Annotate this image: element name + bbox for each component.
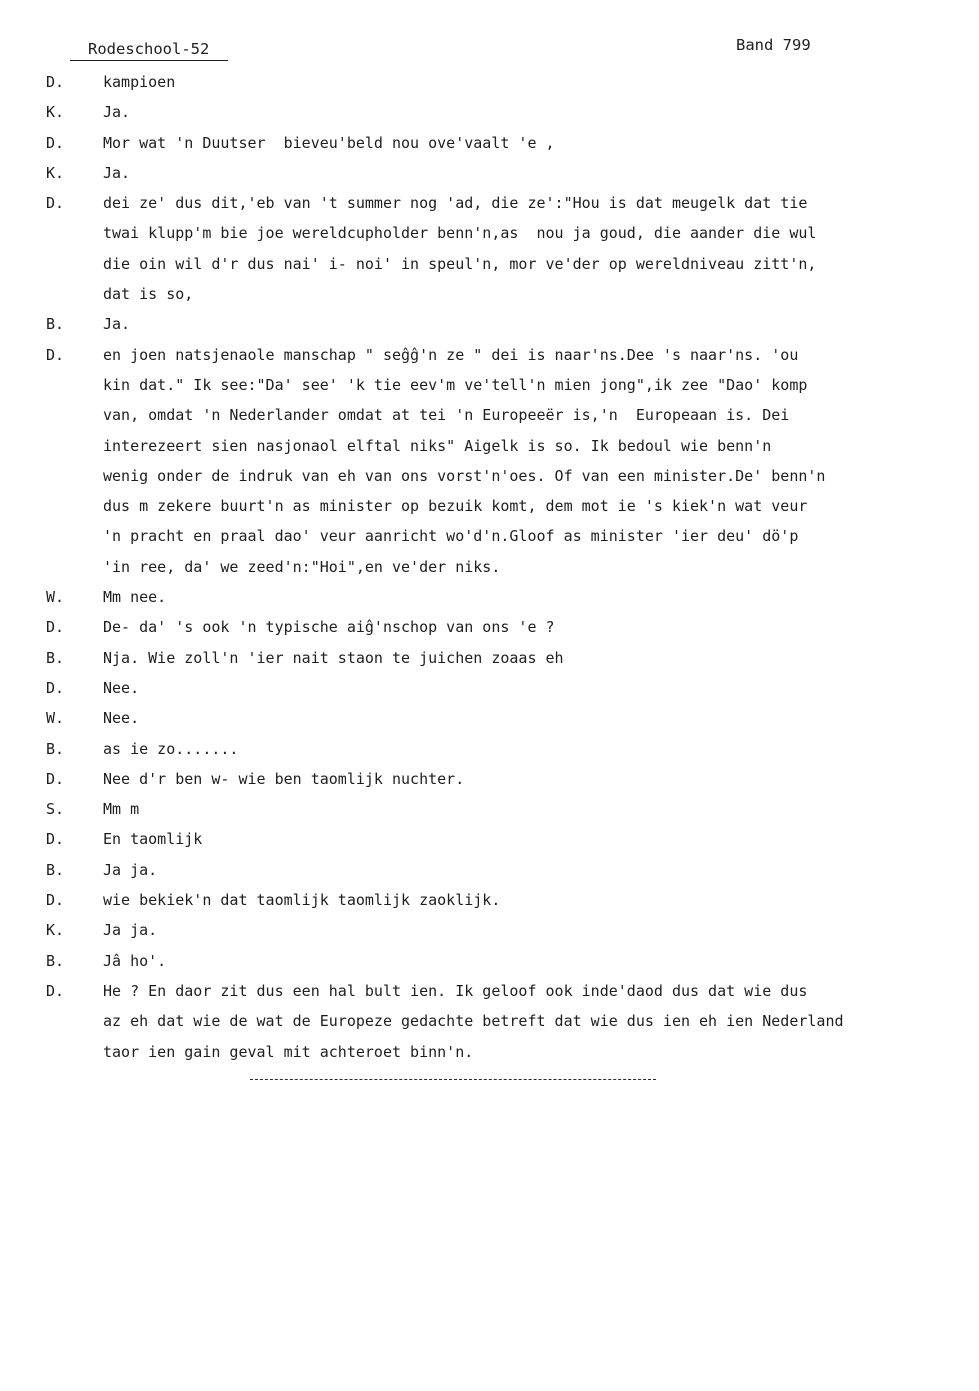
speaker-label: K. — [46, 103, 65, 122]
speaker-label: D. — [46, 194, 65, 213]
utterance — [103, 612, 975, 642]
utterance — [103, 764, 975, 794]
speaker-label: B. — [46, 315, 65, 334]
utterance-line: en joen natsjenaole manschap " seĝĝ'n ze " dei is naar'ns.Dee 's naar'ns. 'ou — [103, 345, 799, 364]
utterance — [103, 703, 975, 733]
transcript-turn — [46, 885, 976, 915]
utterance — [103, 824, 975, 854]
speaker-label: D. — [46, 981, 65, 1000]
transcript-turn — [46, 97, 976, 127]
utterance-line: die oin wil d'r dus nai' i- noi' in speul'n, mor ve'der op wereldniveau zitt'n, — [103, 254, 817, 273]
utterance-line: Jâ ho'. — [103, 951, 167, 970]
utterance — [103, 946, 975, 976]
utterance-line: wenig onder de indruk van eh van ons vorst'n'oes. Of van een minister.De' benn'n — [103, 466, 826, 485]
utterance-line: Ja. — [103, 315, 131, 334]
utterance — [103, 67, 975, 97]
utterance-line: Nee d'r ben w- wie ben taomlijk nuchter. — [103, 769, 465, 788]
utterance-line: 'in ree, da' we zeed'n:"Hoi",en ve'der niks. — [103, 557, 501, 576]
utterance — [103, 885, 975, 915]
utterance-line: He ? En daor zit dus een hal bult ien. Ik geloof ook inde'daod dus dat wie dus — [103, 981, 808, 1000]
utterance-line: Mm m — [103, 800, 140, 819]
utterance-line: as ie zo....... — [103, 739, 239, 758]
speaker-label: D. — [46, 618, 65, 637]
speaker-label: W. — [46, 588, 65, 607]
utterance — [103, 340, 975, 582]
utterance-line: kin dat." Ik see:"Da' see' 'k tie eev'm ve'tell'n mien jong",ik zee "Dao' komp — [103, 375, 808, 394]
transcript-turn — [46, 67, 976, 97]
utterance-line: 'n pracht en praal dao' veur aanricht wo'd'n.Gloof as minister 'ier deu' dö'p — [103, 527, 799, 546]
utterance-line: taor ien gain geval mit achteroet binn'n. — [103, 1042, 474, 1061]
transcript-turn — [46, 764, 976, 794]
transcript-turn — [46, 612, 976, 642]
speaker-label: D. — [46, 73, 65, 91]
speaker-label: D. — [46, 678, 65, 697]
transcript-turn — [46, 158, 976, 188]
tape-number: Band 799 — [736, 36, 811, 54]
utterance-line: dus m zekere buurt'n as minister op bezuik komt, dem mot ie 's kiek'n wat veur — [103, 497, 808, 516]
utterance-line: Nee. — [103, 678, 140, 697]
utterance — [103, 855, 975, 885]
utterance — [103, 158, 975, 188]
speaker-label: K. — [46, 163, 65, 182]
utterance-line: dei ze' dus dit,'eb van 't summer nog 'ad, die ze':"Hou is dat meugelk dat tie — [103, 194, 808, 213]
utterance-line: Mor wat 'n Duutser bieveu'beld nou ove'vaalt 'e , — [103, 133, 555, 152]
speaker-label: D. — [46, 345, 65, 364]
speaker-label: B. — [46, 951, 65, 970]
utterance-line: Nee. — [103, 709, 140, 728]
utterance-line: Ja ja. — [103, 921, 158, 940]
speaker-label: D. — [46, 769, 65, 788]
speaker-label: K. — [46, 921, 65, 940]
transcript-turn — [46, 734, 976, 764]
speaker-label: B. — [46, 860, 65, 879]
transcript-turn — [46, 643, 976, 673]
document-title: Rodeschool-52 — [70, 38, 228, 61]
utterance — [103, 97, 975, 127]
transcript-turn — [46, 582, 976, 612]
speaker-label: S. — [46, 800, 65, 819]
utterance — [103, 582, 975, 612]
utterance — [103, 643, 975, 673]
transcript — [46, 67, 976, 1067]
utterance — [103, 673, 975, 703]
transcript-turn — [46, 703, 976, 733]
utterance-line: En taomlijk — [103, 830, 203, 849]
utterance-line: Nja. Wie zoll'n 'ier nait staon te juichen zoaas eh — [103, 648, 564, 667]
utterance-line: kampioen — [103, 73, 176, 91]
transcript-turn — [46, 855, 976, 885]
utterance — [103, 915, 975, 945]
utterance-line: wie bekiek'n dat taomlijk taomlijk zaoklijk. — [103, 891, 501, 910]
speaker-label: B. — [46, 739, 65, 758]
transcript-turn — [46, 309, 976, 339]
transcript-turn — [46, 824, 976, 854]
utterance — [103, 734, 975, 764]
speaker-label: D. — [46, 830, 65, 849]
utterance — [103, 188, 975, 309]
utterance-line: Ja ja. — [103, 860, 158, 879]
transcript-turn — [46, 976, 976, 1067]
utterance-line: twai klupp'm bie joe wereldcupholder benn'n,as nou ja goud, die aander die wul — [103, 224, 817, 243]
utterance — [103, 794, 975, 824]
transcript-turn — [46, 946, 976, 976]
utterance-line: dat is so, — [103, 285, 194, 304]
speaker-label: D. — [46, 891, 65, 910]
transcript-turn — [46, 188, 976, 309]
transcript-turn — [46, 915, 976, 945]
utterance-line: De- da' 's ook 'n typische aiĝ'nschop van ons 'e ? — [103, 618, 555, 637]
utterance — [103, 128, 975, 158]
utterance — [103, 309, 975, 339]
utterance-line: van, omdat 'n Nederlander omdat at tei 'n Europeeër is,'n Europeaan is. Dei — [103, 406, 790, 425]
speaker-label: D. — [46, 133, 65, 152]
utterance-line: Mm nee. — [103, 588, 167, 607]
speaker-label: B. — [46, 648, 65, 667]
utterance — [103, 976, 975, 1067]
utterance-line: interezeert sien nasjonaol elftal niks" Aigelk is so. Ik bedoul wie benn'n — [103, 436, 772, 455]
transcript-turn — [46, 673, 976, 703]
speaker-label: W. — [46, 709, 65, 728]
utterance-line: Ja. — [103, 103, 131, 122]
utterance-line: az eh dat wie de wat de Europeze gedachte betreft dat wie dus ien eh ien Nederland — [103, 1012, 844, 1031]
transcript-turn — [46, 340, 976, 582]
end-rule — [250, 1079, 656, 1080]
transcript-turn — [46, 128, 976, 158]
utterance-line: Ja. — [103, 163, 131, 182]
transcript-turn — [46, 794, 976, 824]
